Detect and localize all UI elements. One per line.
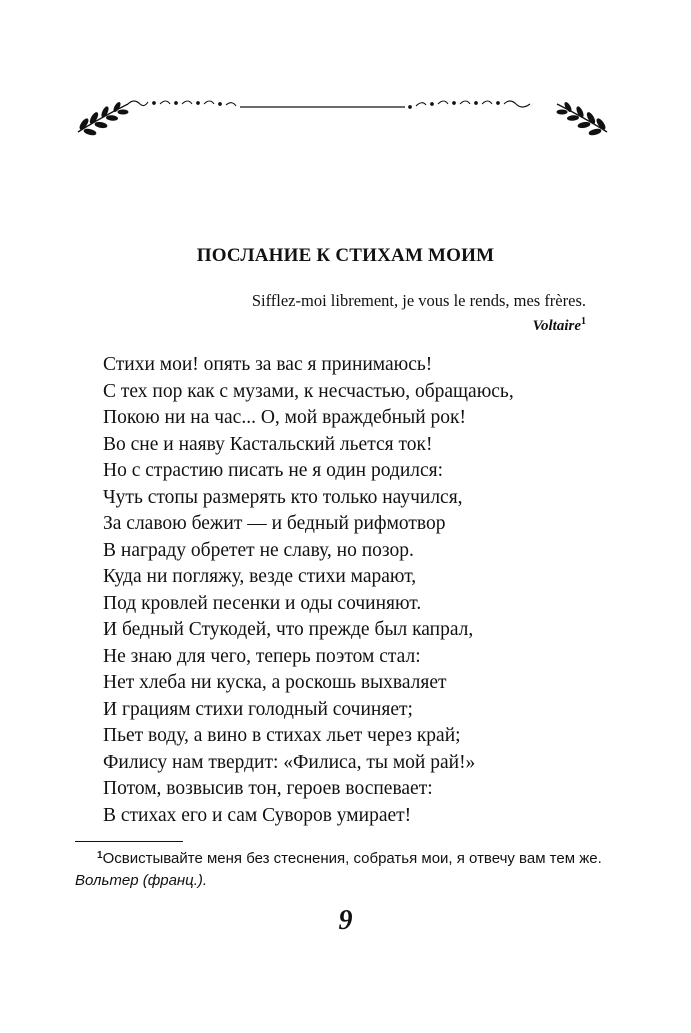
poem-line: С тех пор как с музами, к несчастью, обращаюсь,	[103, 380, 514, 402]
poem-line: Под кровлей песенки и оды сочиняют.	[103, 592, 422, 614]
footnote	[75, 848, 605, 892]
poem-body	[103, 352, 514, 829]
poem-line: И грациям стихи голодный сочиняет;	[103, 698, 413, 720]
decorative-header-ornament	[70, 88, 615, 148]
poem-line: Чуть стопы размерять кто только научился,	[103, 486, 463, 508]
footnote-text: Освистывайте меня без стеснения, собратья мои, я отвечу вам тем же.	[102, 850, 602, 867]
poem-line: Во сне и наяву Кастальский льется ток!	[103, 433, 433, 455]
epigraph-attribution	[252, 313, 586, 338]
poem-line: Покою ни на час... О, мой враждебный рок!	[103, 407, 466, 428]
page-number: 9	[338, 905, 353, 936]
poem-title: ПОСЛАНИЕ К СТИХАМ МОИМ	[196, 245, 495, 266]
poem-line: Филису нам твердит: «Филиса, ты мой рай!»	[103, 751, 476, 773]
poem-line: Не знаю для чего, теперь поэтом стал:	[103, 645, 421, 667]
footnote-reference[interactable]: 1	[581, 316, 586, 327]
epigraph-text: Sifflez-moi librement, je vous le rends, mes frères.	[251, 291, 586, 310]
epigraph	[252, 289, 586, 338]
laurel-branch-icon	[557, 102, 607, 136]
poem-line: Потом, возвысив тон, героев воспевает:	[103, 778, 433, 799]
poem-line: В награду обретет не славу, но позор.	[103, 539, 414, 561]
footnote-divider	[75, 841, 183, 842]
epigraph-author: Voltaire	[532, 318, 581, 334]
laurel-branch-icon	[78, 102, 128, 136]
footnote-source: Вольтер (франц.).	[75, 872, 208, 889]
poem-line: Нет хлеба ни куска, а роскошь выхваляет	[103, 672, 447, 693]
footnote-number: 1	[97, 850, 103, 861]
poem-line: Пьет воду, а вино в стихах льет через край;	[103, 725, 461, 746]
poem-line: За славою бежит — и бедный рифмотвор	[103, 513, 446, 534]
poem-line: В стихах его и сам Суворов умирает!	[103, 804, 412, 826]
poem-line: Куда ни погляжу, везде стихи марают,	[103, 566, 417, 587]
poem-line: Но с страстию писать не я один родился:	[103, 460, 444, 481]
poem-line: И бедный Стукодей, что прежде был капрал,	[103, 619, 474, 640]
poem-line: Стихи мои! опять за вас я принимаюсь!	[103, 354, 433, 375]
